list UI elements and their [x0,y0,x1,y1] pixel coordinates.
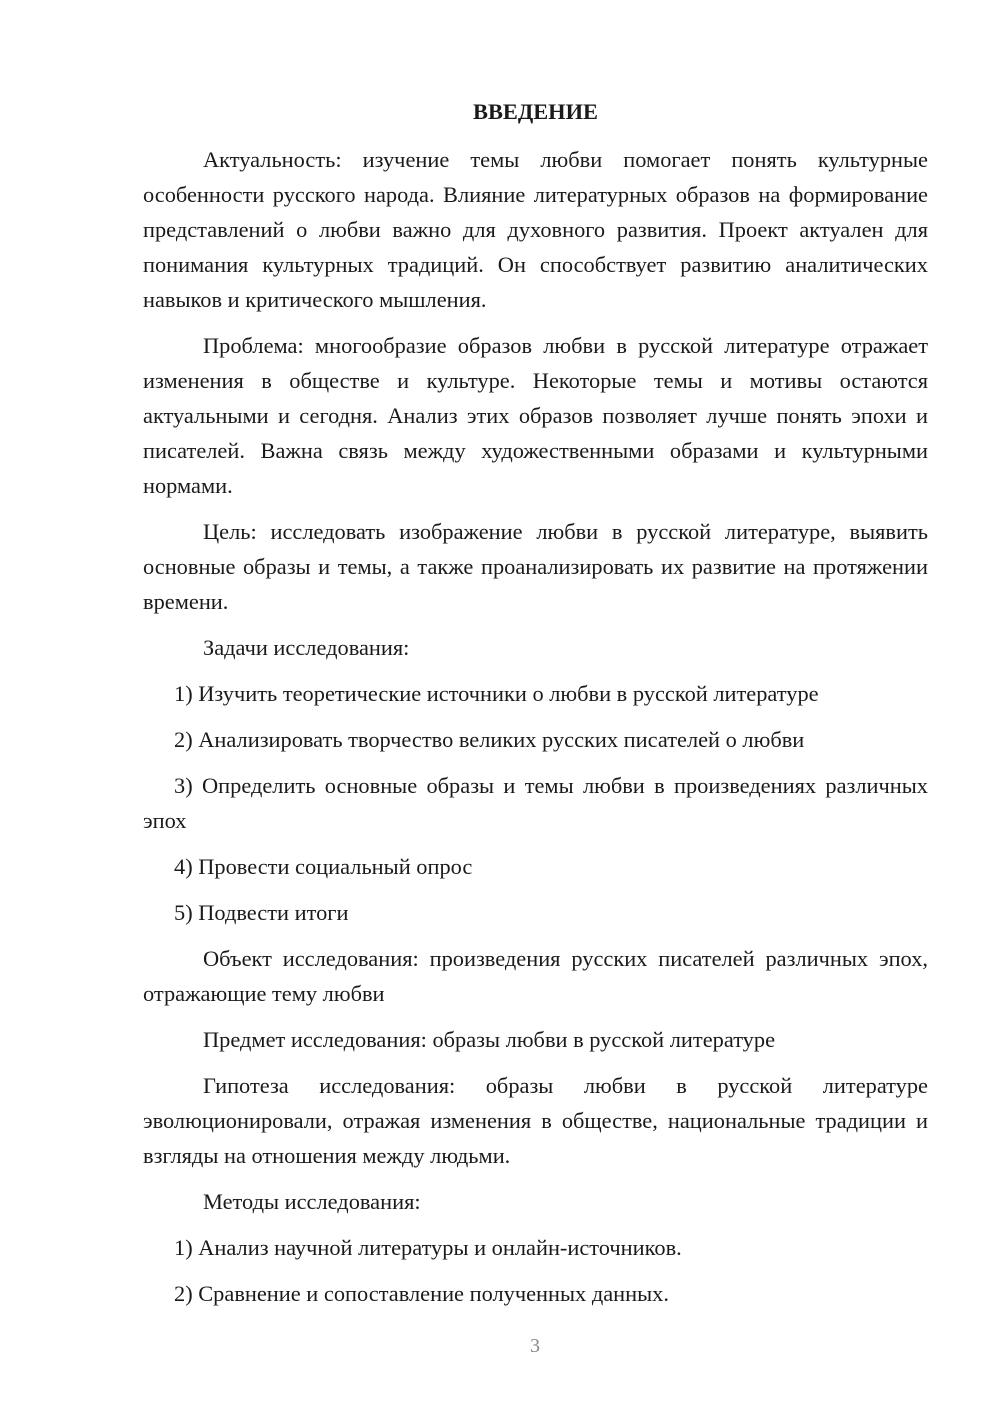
method-item-1: 1) Анализ научной литературы и онлайн-источников. [174,1235,682,1260]
task-item-4: 4) Провести социальный опрос [174,854,473,879]
object-paragraph: Объект исследования: произведения русских писателей различных эпох, отражающие тему любви [143,946,928,1006]
relevance-paragraph: Актуальность: изучение темы любви помогает понять культурные особенности русского народа. Влияние литературных образов на формирование представлений о любви важно для духовного развития. Проект актуален для понимания культурных традиций. Он способствует развитию аналитических навыков и критического мышления. [143,147,928,312]
task-item-3: 3) Определить основные образы и темы любви в произведениях различных эпох [143,773,928,833]
subject-paragraph: Предмет исследования: образы любви в русской литературе [203,1027,776,1052]
task-item-1: 1) Изучить теоретические источники о любви в русской литературе [174,681,819,706]
tasks-heading: Задачи исследования: [203,635,410,660]
goal-paragraph: Цель: исследовать изображение любви в русской литературе, выявить основные образы и темы, а также проанализировать их развитие на протяжении времени. [143,519,928,614]
methods-heading: Методы исследования: [203,1189,421,1214]
section-title: ВВЕДЕНИЕ [473,99,598,124]
task-item-2: 2) Анализировать творчество великих русских писателей о любви [174,727,805,752]
method-item-2: 2) Сравнение и сопоставление полученных данных. [174,1281,669,1306]
page-number: 3 [530,1335,540,1357]
problem-paragraph: Проблема: многообразие образов любви в русской литературе отражает изменения в обществе и культуре. Некоторые темы и мотивы остаются актуальными и сегодня. Анализ этих образов позволяет лучше понять эпохи и писателей. Важна связь между художественными образами и культурными нормами. [143,333,928,498]
page-content [143,94,928,1322]
hypothesis-paragraph: Гипотеза исследования: образы любви в русской литературе эволюционировали, отражая изменения в обществе, национальные традиции и взгляды на отношения между людьми. [143,1073,928,1168]
task-item-5: 5) Подвести итоги [174,900,349,925]
